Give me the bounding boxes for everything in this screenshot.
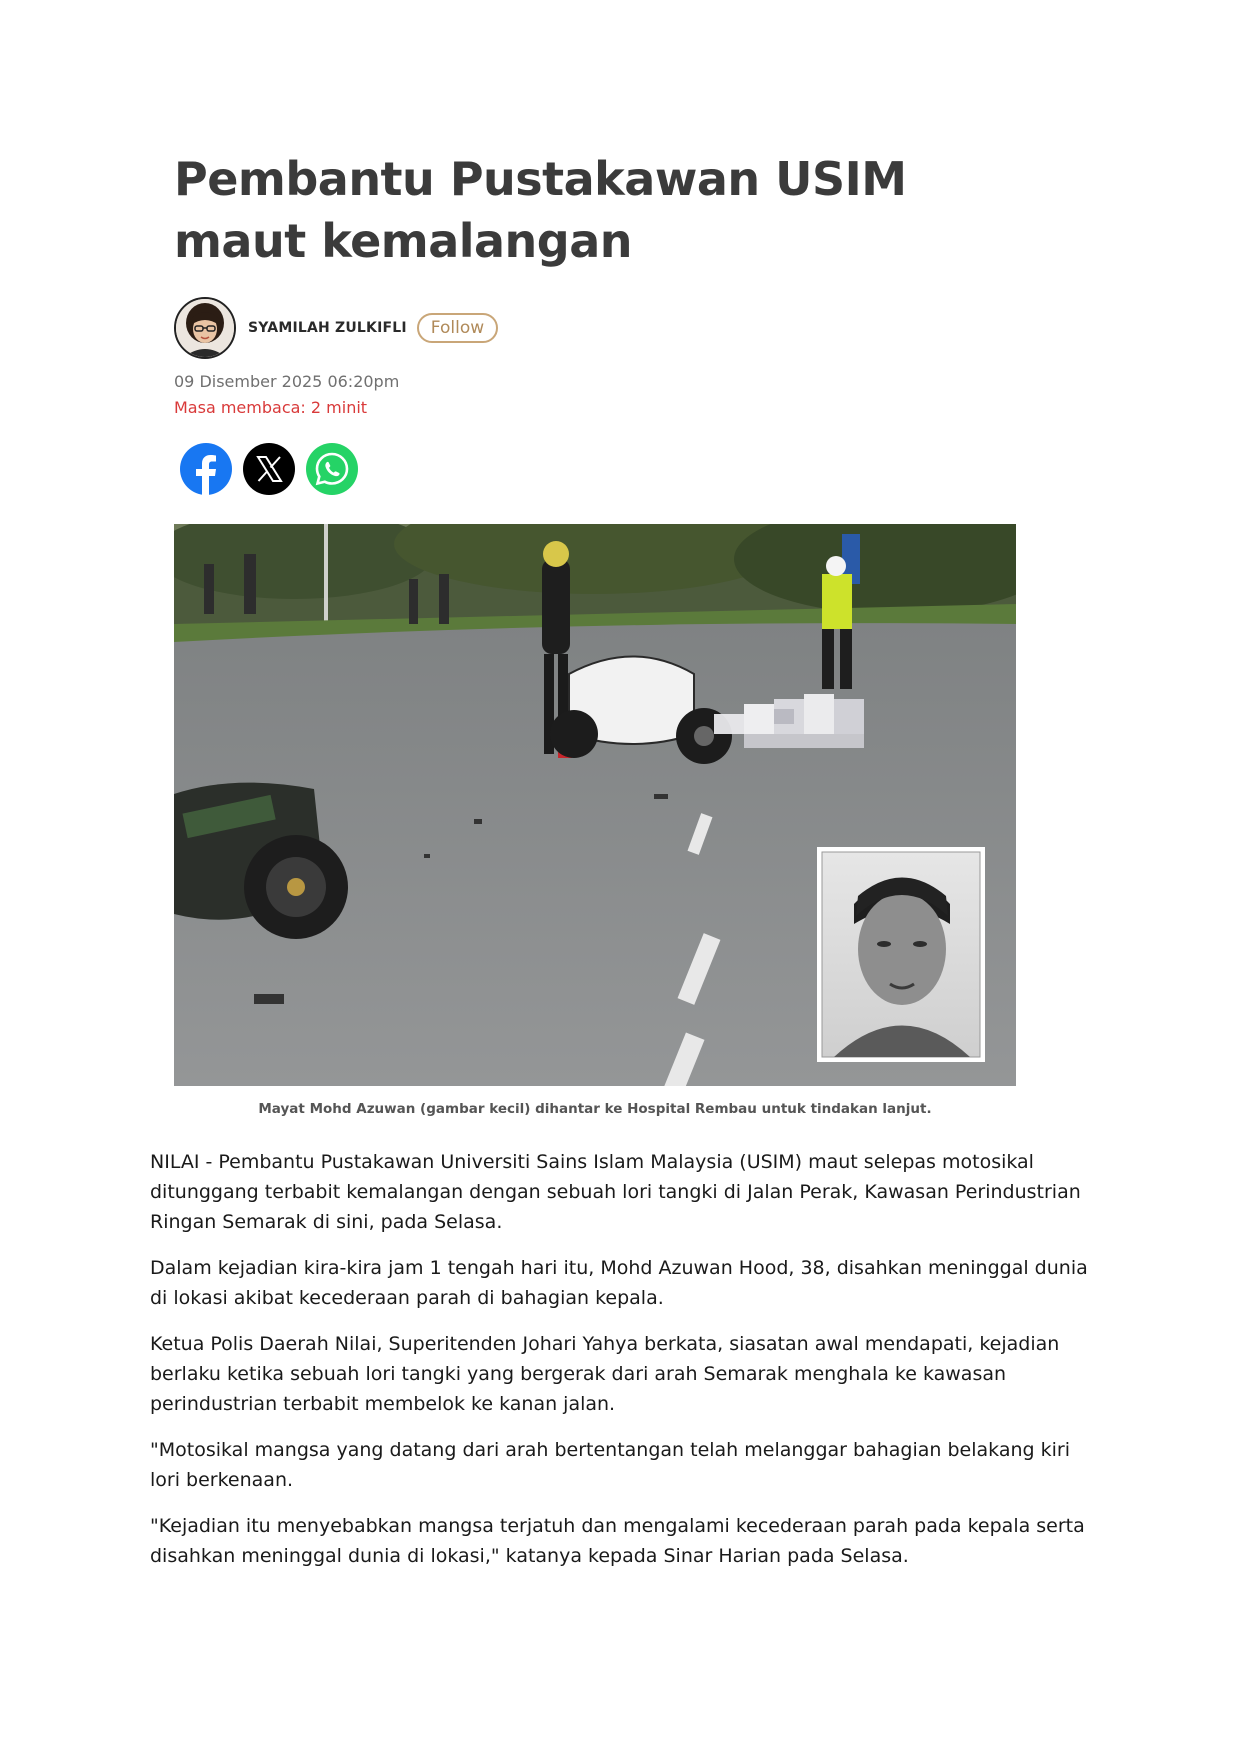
paragraph: NILAI - Pembantu Pustakawan Universiti Sains Islam Malaysia (USIM) maut selepas motosikal ditunggang terbabit kemalangan dengan sebuah lori tangki di Jalan Perak, Kawasan Perindustrian Ringan Semarak di sini, pada Selasa. <box>150 1151 1081 1233</box>
follow-button[interactable]: Follow <box>417 313 498 343</box>
whatsapp-icon[interactable] <box>306 443 358 495</box>
article-title: Pembantu Pustakawan USIM maut kemalangan <box>174 152 907 268</box>
reading-time: Masa membaca: 2 minit <box>174 398 368 417</box>
author-avatar[interactable] <box>174 297 236 359</box>
x-icon[interactable] <box>243 443 295 495</box>
paragraph: Dalam kejadian kira-kira jam 1 tengah hari itu, Mohd Azuwan Hood, 38, disahkan meninggal dunia di lokasi akibat kecederaan parah di bahagian kepala. <box>150 1257 1088 1309</box>
photo-caption: Mayat Mohd Azuwan (gambar kecil) dihantar ke Hospital Rembau untuk tindakan lanjut. <box>258 1101 932 1117</box>
share-bar <box>180 443 358 495</box>
publish-date: 09 Disember 2025 06:20pm <box>174 372 400 391</box>
author-bar <box>174 298 498 358</box>
facebook-icon[interactable] <box>180 443 232 495</box>
paragraph: Ketua Polis Daerah Nilai, Superitenden Johari Yahya berkata, siasatan awal mendapati, kejadian berlaku ketika sebuah lori tangki yang bergerak dari arah Semarak menghala ke kawasan perindustrian terbabit membelok ke kanan jalan. <box>150 1333 1060 1415</box>
accident-photo <box>174 524 1016 1086</box>
paragraph: "Motosikal mangsa yang datang dari arah bertentangan telah melanggar bahagian belakang kiri lori berkenaan. <box>150 1439 1070 1491</box>
article-body <box>150 1147 1100 1587</box>
paragraph: "Kejadian itu menyebabkan mangsa terjatuh dan mengalami kecederaan parah pada kepala serta disahkan meninggal dunia di lokasi," katanya kepada Sinar Harian pada Selasa. <box>150 1515 1085 1567</box>
author-name[interactable]: SYAMILAH ZULKIFLI <box>248 320 407 336</box>
